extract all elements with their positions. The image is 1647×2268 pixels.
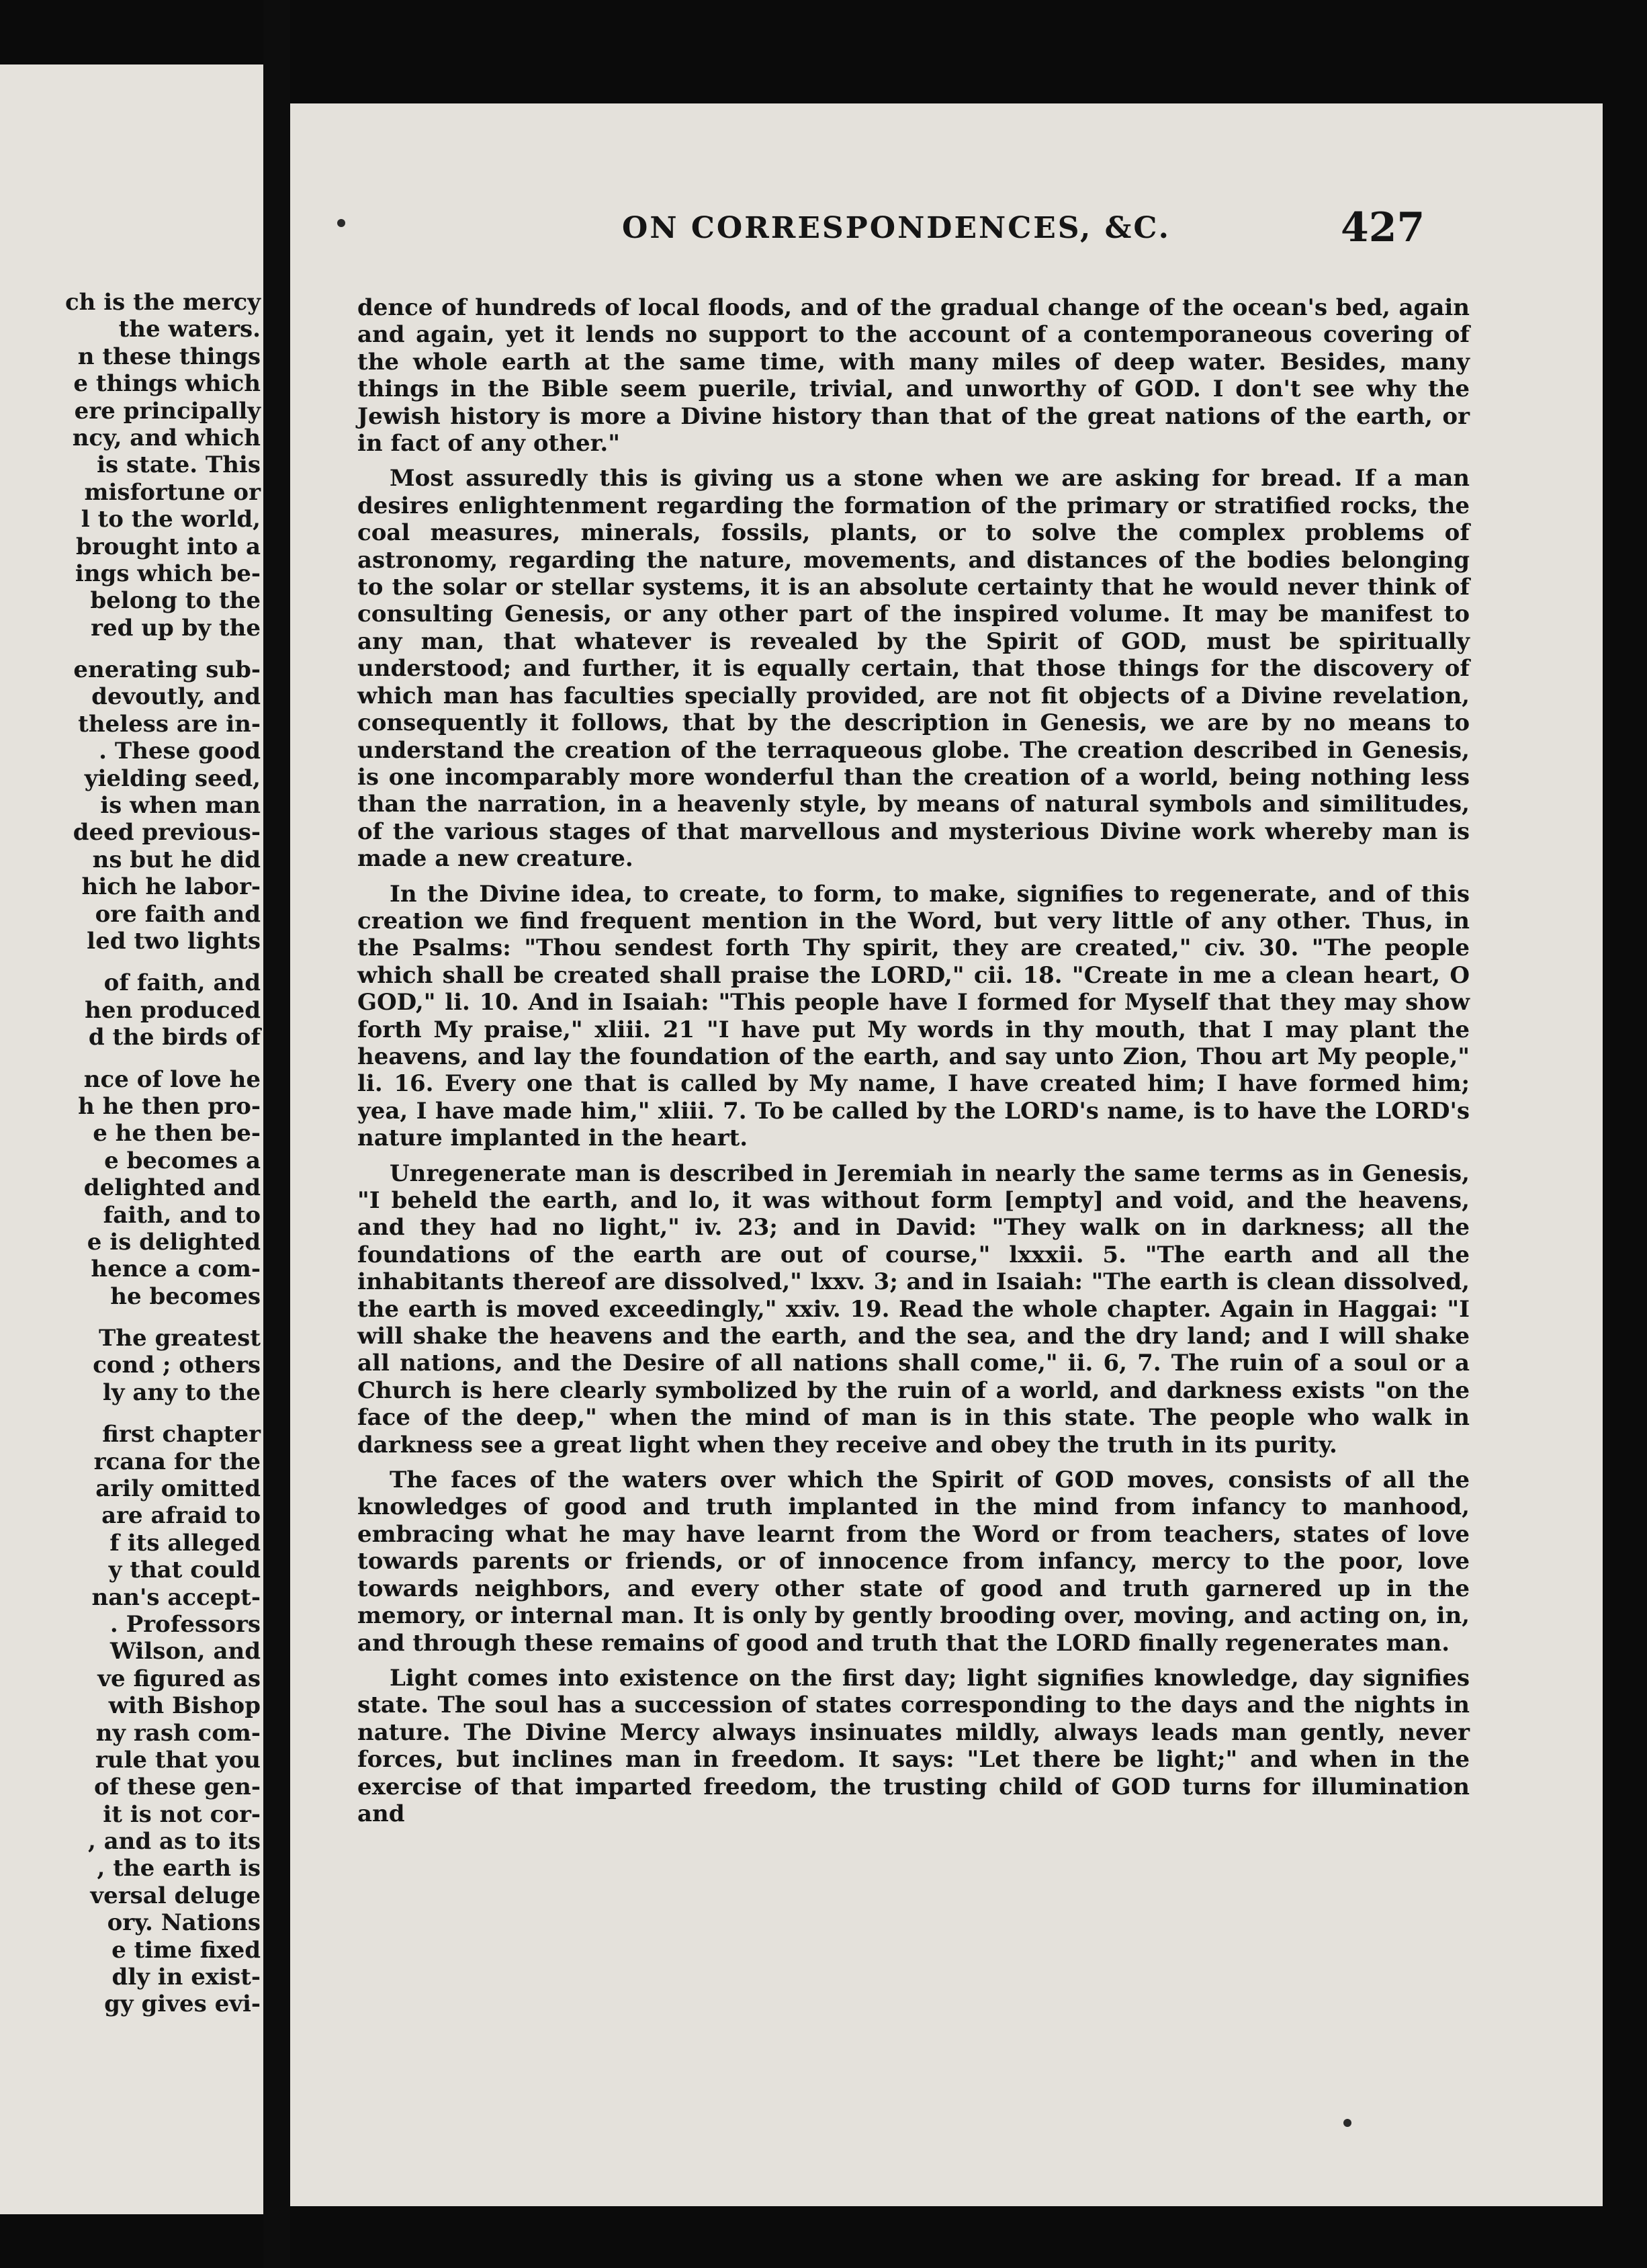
left-page-line: e time fixed xyxy=(112,1936,261,1964)
running-head xyxy=(290,204,1603,258)
left-page-line: ere principally xyxy=(74,397,261,425)
ink-speck xyxy=(1343,2119,1351,2127)
left-page-line: theless are in- xyxy=(78,710,261,738)
left-page-line: , and as to its xyxy=(87,1828,261,1856)
left-page-line: ore faith and xyxy=(95,900,261,928)
left-page-line: ncy, and which xyxy=(72,424,261,451)
left-page-line: yielding seed, xyxy=(84,765,261,792)
left-page-line: y that could xyxy=(108,1557,261,1584)
left-page-line: ns but he did xyxy=(92,846,261,873)
running-head-title: ON CORRESPONDENCES, &C. xyxy=(622,211,1171,245)
left-page-line: hen produced xyxy=(85,996,261,1024)
left-page-line: delighted and xyxy=(83,1174,261,1202)
paragraph: Unregenerate man is described in Jeremiah in nearly the same terms as in Genesis, "I beheld the earth, and lo, it was without form [empty] and void, and the heavens, and they had no light," iv. 23; and in David: "They walk on in darkness; all the foundations of the earth are out of course," lxxxii. 5. "The earth and all the inhabitants thereof are dissolved," lxxv. 3; and in Isaiah: "The earth is clean dissolved, the earth is moved exceedingly," xxiv. 19. Read the whole chapter. Again in Haggai: "I will shake the heavens and the earth, and the sea, and the dry land; and I will shake all nations, and the Desire of all nations shall come," ii. 6, 7. The ruin of a soul or a Church is here clearly symbolized by the ruin of a world, and darkness exists "on the face of the deep," when the mind of man is in this state. The people who walk in darkness see a great light when they receive and obey the truth in its purity. xyxy=(357,1160,1470,1458)
left-page-line: cond ; others xyxy=(93,1352,261,1379)
left-page-paragraph-gap xyxy=(3,1310,261,1325)
left-page-line: enerating sub- xyxy=(73,656,261,684)
left-page-line: deed previous- xyxy=(73,819,261,846)
right-page xyxy=(290,103,1603,2206)
left-page-text-column xyxy=(3,289,261,2018)
left-page-line: h he then pro- xyxy=(78,1092,261,1120)
left-page-line: is state. This xyxy=(97,451,261,479)
left-page-line: nce of love he xyxy=(83,1065,261,1093)
left-page-fragment xyxy=(0,64,263,2214)
left-page-line: is when man xyxy=(100,792,261,820)
left-page-line: faith, and to xyxy=(103,1201,261,1229)
left-page-line: first chapter xyxy=(102,1421,261,1448)
left-page-line: d the birds of xyxy=(88,1024,261,1051)
paragraph: Most assuredly this is giving us a stone when we are asking for bread. If a man desires enlightenment regarding the formation of the primary or stratified rocks, the coal measures, minerals, fossils, plants, or to solve the complex problems of astronomy, regarding the nature, movements, and distances of the bodies belonging to the solar or stellar systems, it is an absolute certainty that he would never think of consulting Genesis, or any other part of the inspired volume. It may be manifest to any man, that whatever is revealed by the Spirit of GOD, must be spiritually understood; and further, it is equally certain, that those things for the discovery of which man has faculties specially provided, are not fit objects of a Divine revelation, consequently it follows, that by the description in Genesis, we are by no means to understand the creation of the terraqueous globe. The creation described in Genesis, is one incomparably more wonderful than the creation of a world, being nothing less than the narration, in a heavenly style, by means of natural symbols and similitudes, of the various stages of that marvellous and mysterious Divine work whereby man is made a new creature. xyxy=(357,465,1470,873)
left-page-line: The greatest xyxy=(98,1325,261,1352)
left-page-line: , the earth is xyxy=(97,1855,261,1882)
paragraph: dence of hundreds of local floods, and of the gradual change of the ocean's bed, again and again, yet it lends no support to the account of a contemporaneous covering of the whole earth at the same time, with many miles of deep water. Besides, many things in the Bible seem puerile, trivial, and unworthy of GOD. I don't see why the Jewish history is more a Divine history than that of the great nations of the earth, or in fact of any other." xyxy=(357,294,1470,457)
left-page-line: hence a com- xyxy=(91,1256,261,1283)
left-page-paragraph-gap xyxy=(3,955,261,969)
page-number: 427 xyxy=(1341,204,1425,251)
ink-speck xyxy=(337,219,345,227)
left-page-line: . Professors xyxy=(109,1610,261,1638)
left-page-line: nan's accept- xyxy=(91,1583,261,1611)
left-page-line: rule that you xyxy=(95,1746,261,1774)
left-page-line: Wilson, and xyxy=(109,1638,261,1665)
left-page-line: with Bishop xyxy=(108,1692,261,1720)
left-page-line: it is not cor- xyxy=(103,1800,261,1828)
left-page-line: n these things xyxy=(77,343,261,370)
left-page-line: dly in exist- xyxy=(112,1964,261,1991)
left-page-line: red up by the xyxy=(91,614,261,642)
left-page-line: misfortune or xyxy=(84,478,261,506)
left-page-line: are afraid to xyxy=(101,1502,261,1530)
left-page-line: he becomes xyxy=(110,1282,261,1310)
left-page-line: of faith, and xyxy=(103,969,261,997)
body-text xyxy=(357,294,1470,1835)
left-page-line: brought into a xyxy=(75,533,261,560)
paragraph: The faces of the waters over which the Spirit of GOD moves, consists of all the knowledges of good and truth implanted in the mind from infancy to manhood, embracing what he may have learnt from the Word or from teachers, states of love towards parents or friends, or of innocence from infancy, mercy to the poor, love towards neighbors, and every other state of good and truth garnered up in the memory, or internal man. It is only by gently brooding over, moving, and acting on, in, and through these remains of good and truth that the LORD finally regenerates man. xyxy=(357,1467,1470,1657)
left-page-line: ly any to the xyxy=(102,1379,261,1406)
left-page-line: ory. Nations xyxy=(107,1909,261,1937)
left-page-line: ch is the mercy xyxy=(64,289,261,316)
left-page-line: gy gives evi- xyxy=(104,1991,261,2018)
left-page-paragraph-gap xyxy=(3,1051,261,1066)
left-page-line: l to the world, xyxy=(81,506,261,533)
left-page-paragraph-gap xyxy=(3,1406,261,1421)
left-page-line: belong to the xyxy=(90,587,261,615)
left-page-line: e things which xyxy=(73,370,261,398)
left-page-line: ve figured as xyxy=(97,1665,261,1692)
left-page-line: e is delighted xyxy=(87,1228,261,1256)
left-page-line: e becomes a xyxy=(104,1147,261,1174)
left-page-line: the waters. xyxy=(118,316,261,343)
left-page-line: ings which be- xyxy=(75,560,261,587)
left-page-paragraph-gap xyxy=(3,642,261,656)
left-page-line: devoutly, and xyxy=(91,683,261,711)
left-page-line: rcana for the xyxy=(93,1448,261,1475)
left-page-line: arily omitted xyxy=(95,1475,261,1503)
left-page-line: e he then be- xyxy=(93,1120,261,1147)
left-page-line: led two lights xyxy=(87,927,261,955)
left-page-line: . These good xyxy=(99,738,261,765)
paragraph: In the Divine idea, to create, to form, to make, signifies to regenerate, and of this creation we find frequent mention in the Word, but very little of any other. Thus, in the Psalms: "Thou sendest forth Thy spirit, they are created," civ. 30. "The people which shall be created shall praise the LORD," cii. 18. "Create in me a clean heart, O GOD," li. 10. And in Isaiah: "This people have I formed for Myself that they may show forth My praise," xliii. 21 "I have put My words in thy mouth, that I may plant the heavens, and lay the foundation of the earth, and say unto Zion, Thou art My people," li. 16. Every one that is called by My name, I have created him; I have formed him; yea, I have made him," xliii. 7. To be called by the LORD's name, is to have the LORD's nature implanted in the heart. xyxy=(357,880,1470,1152)
left-page-line: versal deluge xyxy=(90,1882,261,1909)
left-page-line: f its alleged xyxy=(109,1529,261,1557)
left-page-line: ny rash com- xyxy=(95,1719,261,1747)
paragraph: Light comes into existence on the first day; light signifies knowledge, day signifies state. The soul has a succession of states corresponding to the days and the nights in nature. The Divine Mercy always insinuates mildly, always leads man gently, never forces, but inclines man in freedom. It says: "Let there be light;" and when in the exercise of that imparted freedom, the trusting child of GOD turns for illumination and xyxy=(357,1664,1470,1827)
scan-border xyxy=(1603,0,1647,2268)
book-gutter xyxy=(263,0,290,2268)
left-page-line: of these gen- xyxy=(93,1774,261,1801)
left-page-line: hich he labor- xyxy=(81,873,261,901)
